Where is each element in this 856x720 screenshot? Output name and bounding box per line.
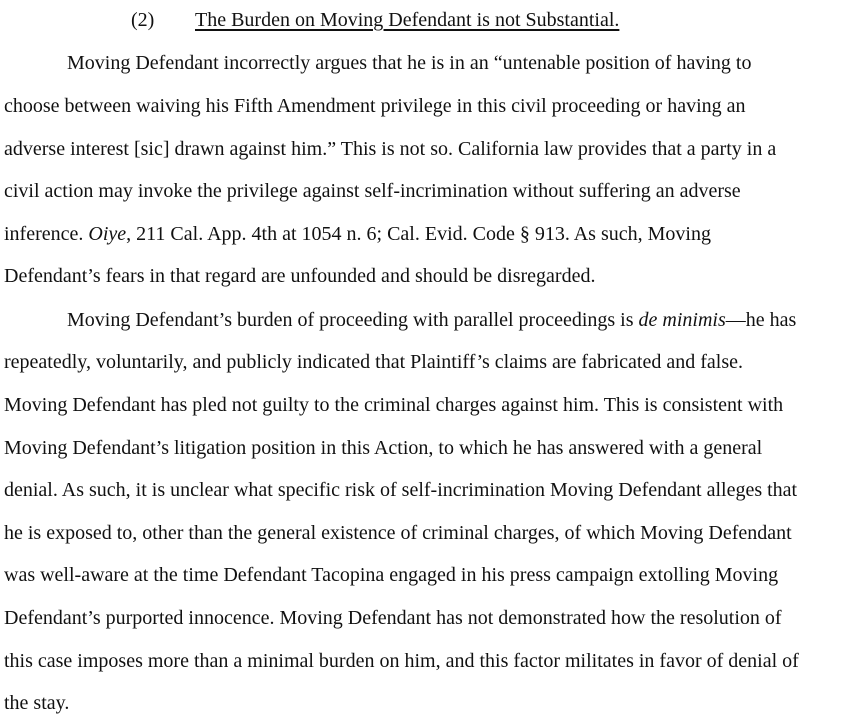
section-title: The Burden on Moving Defendant is not Substantial.	[195, 9, 620, 31]
paragraph-1-line-1: Moving Defendant incorrectly argues that he is in an “untenable position of having to	[67, 52, 752, 74]
paragraph-2-line-1	[67, 308, 796, 332]
paragraph-2-line-10: the stay.	[4, 692, 70, 714]
term-de-minimis: de minimis	[638, 309, 726, 331]
line-prefix: Moving Defendant’s burden of proceeding with parallel proceedings is	[67, 309, 639, 331]
line-suffix: —he has	[725, 309, 797, 331]
paragraph-2-line-8: Defendant’s purported innocence. Moving Defendant has not demonstrated how the resolution of	[4, 607, 782, 629]
section-number: (2)	[131, 9, 155, 31]
paragraph-2-line-5: denial. As such, it is unclear what specific risk of self-incrimination Moving Defendant alleges that	[4, 479, 798, 501]
paragraph-2-line-9: this case imposes more than a minimal burden on him, and this factor militates in favor of denial of	[4, 650, 799, 672]
paragraph-1-line-4: civil action may invoke the privilege against self-incrimination without suffering an adverse	[4, 180, 741, 202]
paragraph-1-line-5	[4, 222, 711, 246]
paragraph-1-line-3: adverse interest [sic] drawn against him.” This is not so. California law provides that a party in a	[4, 138, 777, 160]
paragraph-2-line-7: was well-aware at the time Defendant Tacopina engaged in his press campaign extolling Moving	[4, 564, 779, 586]
paragraph-2-line-6: he is exposed to, other than the general existence of criminal charges, of which Moving Defendant	[4, 522, 792, 544]
case-name-oiye: Oiye	[88, 223, 127, 245]
section-heading	[131, 8, 619, 32]
paragraph-1-line-6: Defendant’s fears in that regard are unfounded and should be disregarded.	[4, 265, 596, 287]
paragraph-2-line-4: Moving Defendant’s litigation position in this Action, to which he has answered with a general	[4, 437, 763, 459]
paragraph-2-line-2: repeatedly, voluntarily, and publicly indicated that Plaintiff’s claims are fabricated and false.	[4, 351, 743, 373]
paragraph-2-line-3: Moving Defendant has pled not guilty to the criminal charges against him. This is consistent with	[4, 394, 784, 416]
line-5-prefix: inference.	[4, 223, 89, 245]
line-5-citation: , 211 Cal. App. 4th at 1054 n. 6; Cal. Evid. Code § 913. As such, Moving	[126, 223, 711, 245]
paragraph-1-line-2: choose between waiving his Fifth Amendment privilege in this civil proceeding or having an	[4, 95, 746, 117]
